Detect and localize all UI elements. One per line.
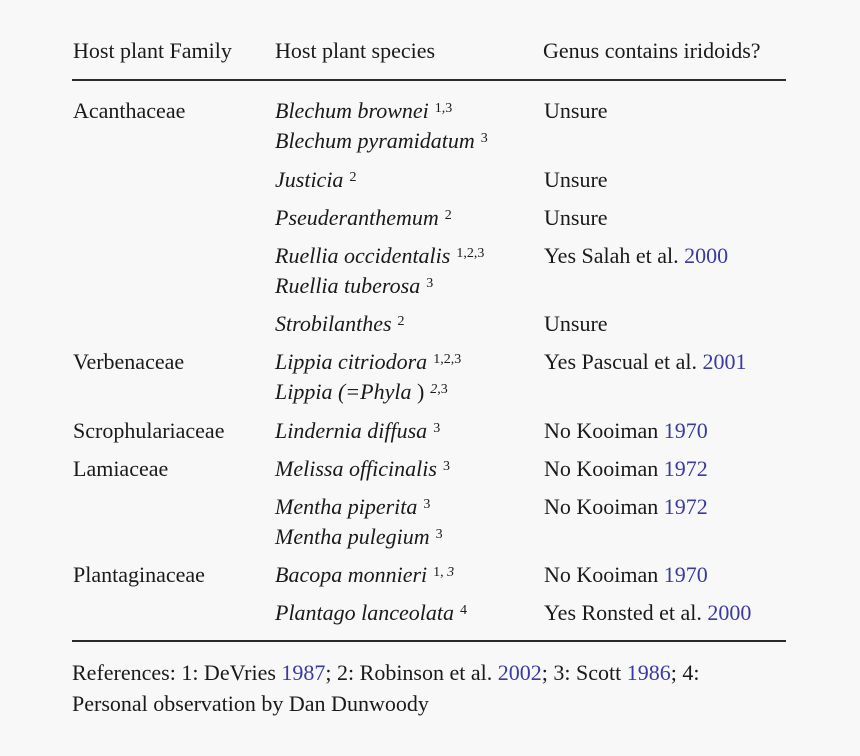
species-name: Ruellia tuberosa [275, 273, 421, 298]
header-family: Host plant Family [73, 38, 232, 63]
iridoids-result: Yes Salah et al. [544, 243, 679, 268]
family-cell: Plantaginaceae [73, 562, 205, 587]
family-cell: Acanthaceae [73, 98, 186, 123]
iridoids-result: No Kooiman [544, 418, 659, 443]
reference-marks [435, 101, 453, 116]
reference-mark: 3 [442, 459, 450, 474]
family-cell: Lamiaceae [73, 456, 169, 481]
iridoids-result: No Kooiman [544, 494, 659, 519]
reference-mark: 1,2,3 [433, 352, 462, 367]
species-name: Lippia citriodora [275, 349, 428, 374]
iridoids-cell [544, 309, 608, 339]
species-name: Mentha piperita [275, 494, 418, 519]
iridoids-cell [544, 165, 608, 195]
species-cell [275, 241, 484, 301]
reference-marks [443, 459, 450, 474]
species-entry [275, 309, 405, 339]
species-prefix: Lippia (= [275, 379, 361, 404]
species-name: Lindernia diffusa [275, 418, 428, 443]
reference-mark: 3 [423, 497, 431, 512]
species-entry [275, 560, 454, 590]
reference-marks [481, 131, 488, 146]
citation-year[interactable]: 2000 [684, 243, 729, 268]
species-cell [275, 309, 405, 339]
species-name: Plantago lanceolata [275, 600, 455, 625]
reference-marks [430, 382, 448, 397]
iridoids-cell [544, 416, 708, 446]
species-name: Ruellia occidentalis [275, 243, 451, 268]
citation-year[interactable]: 1970 [663, 562, 708, 587]
header-iridoids: Genus contains iridoids? [543, 38, 761, 63]
species-cell [275, 416, 440, 446]
species-name: Pseuderanthemum [275, 205, 439, 230]
citation-year[interactable]: 1972 [663, 494, 708, 519]
table-row [0, 492, 860, 552]
reference-marks [426, 276, 433, 291]
citation-year[interactable]: 2002 [497, 660, 542, 685]
species-entry [275, 347, 461, 377]
references-text-3: ; 3: Scott [541, 660, 627, 685]
species-cell [275, 96, 488, 156]
species-name: Bacopa monnieri [275, 562, 428, 587]
iridoids-result: Yes Pascual et al. [544, 349, 697, 374]
reference-mark: 3 [433, 421, 441, 436]
references-text-1: References: 1: DeVries [72, 660, 282, 685]
species-cell [275, 560, 454, 590]
iridoids-cell [544, 241, 728, 271]
species-cell [275, 203, 452, 233]
species-entry [275, 522, 443, 552]
species-cell [275, 454, 450, 484]
iridoids-cell [544, 492, 708, 522]
iridoids-result: No Kooiman [544, 562, 659, 587]
species-name: Blechum brownei [275, 98, 429, 123]
reference-marks [433, 352, 461, 367]
iridoids-cell [544, 560, 708, 590]
species-entry [275, 126, 488, 156]
reference-marks [460, 603, 467, 618]
family-cell: Verbenaceae [73, 349, 185, 374]
citation-year[interactable]: 2000 [707, 600, 752, 625]
references-note [72, 657, 802, 719]
table-row [0, 241, 860, 301]
reference-mark: 3 [435, 527, 443, 542]
reference-marks [398, 314, 405, 329]
references-text-2: ; 2: Robinson et al. [325, 660, 498, 685]
header-rule [72, 79, 786, 81]
iridoids-result: Yes Ronsted et al. [544, 600, 702, 625]
reference-mark: 2 [349, 170, 357, 185]
table-row [0, 598, 860, 658]
reference-mark: 4 [460, 603, 468, 618]
table-row [0, 96, 860, 156]
reference-mark: 3 [480, 131, 488, 146]
iridoids-cell [544, 203, 608, 233]
iridoids-cell [544, 598, 751, 628]
reference-mark: 1,3 [434, 101, 453, 116]
citation-year[interactable]: 1972 [663, 456, 708, 481]
iridoids-result: Unsure [544, 167, 608, 192]
species-name: Justicia [275, 167, 344, 192]
species-entry [275, 454, 450, 484]
iridoids-result: Unsure [544, 205, 608, 230]
species-entry [275, 165, 356, 195]
iridoids-cell [544, 347, 746, 377]
reference-mark: 3 [426, 276, 434, 291]
citation-year[interactable]: 1987 [281, 660, 326, 685]
species-entry [275, 241, 484, 271]
species-name: Melissa officinalis [275, 456, 437, 481]
iridoids-result: Unsure [544, 311, 608, 336]
reference-mark: 2 [444, 208, 452, 223]
citation-year[interactable]: 2001 [702, 349, 747, 374]
reference-marks [349, 170, 356, 185]
reference-marks [423, 497, 430, 512]
references-text-4: ; 4: [670, 660, 700, 685]
iridoids-result: No Kooiman [544, 456, 659, 481]
species-name: Mentha pulegium [275, 524, 430, 549]
species-suffix: ) [411, 379, 425, 404]
species-entry [275, 271, 484, 301]
reference-mark-italic: 2 [430, 382, 438, 397]
reference-mark: 1,2,3 [456, 246, 485, 261]
reference-marks [436, 527, 443, 542]
reference-mark: ,3 [437, 382, 448, 397]
citation-year[interactable]: 1986 [626, 660, 671, 685]
species-cell [275, 598, 467, 628]
species-cell [275, 347, 461, 407]
species-entry [275, 96, 488, 126]
reference-marks [433, 421, 440, 436]
family-cell: Scrophulariaceae [73, 418, 225, 443]
species-name: Strobilanthes [275, 311, 392, 336]
reference-marks [445, 208, 452, 223]
species-cell [275, 165, 356, 195]
reference-marks [456, 246, 484, 261]
species-entry [275, 492, 443, 522]
bottom-rule [72, 640, 786, 642]
species-cell [275, 492, 443, 552]
reference-mark-italic: 3 [447, 565, 455, 580]
species-entry [275, 598, 467, 628]
reference-mark: 1, [433, 565, 448, 580]
species-entry [275, 203, 452, 233]
iridoids-result: Unsure [544, 98, 608, 123]
iridoids-cell [544, 454, 708, 484]
table-row [0, 347, 860, 407]
citation-year[interactable]: 1970 [663, 418, 708, 443]
reference-marks [433, 565, 454, 580]
species-name: Phyla [360, 379, 412, 404]
header-species: Host plant species [275, 38, 436, 63]
species-name: Blechum pyramidatum [275, 128, 475, 153]
species-entry [275, 377, 461, 407]
references-line-2: Personal observation by Dan Dunwoody [72, 691, 429, 716]
species-entry [275, 416, 440, 446]
reference-mark: 2 [397, 314, 405, 329]
iridoids-cell [544, 96, 608, 126]
